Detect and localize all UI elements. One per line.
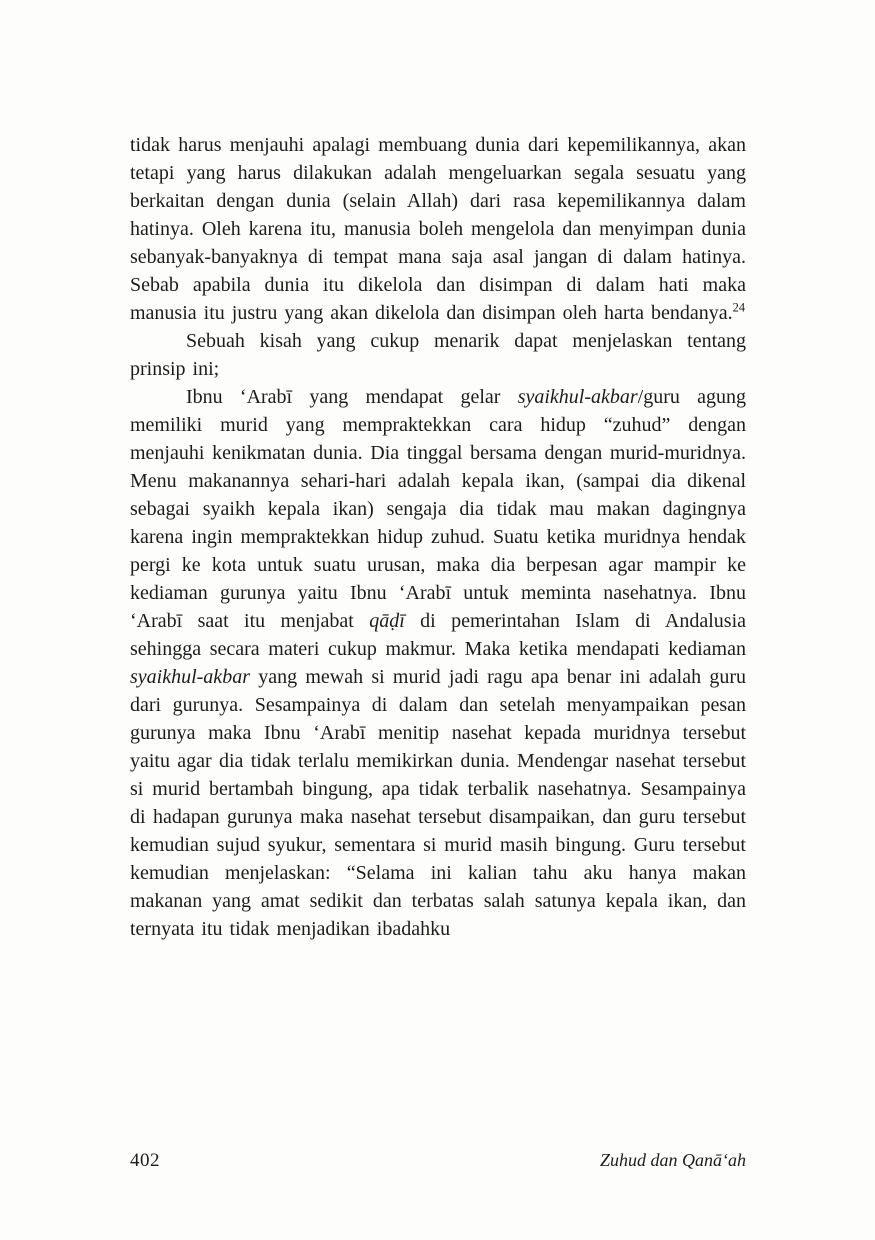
page-footer: [130, 1150, 746, 1172]
italic-term: syaikhul-akbar: [517, 386, 638, 408]
paragraph: [130, 327, 746, 383]
text-run: tidak harus menjauhi apalagi membuang dunia dari kepemilikannya, akan tetapi yang harus dilakukan adalah mengeluarkan segala sesuatu yang berkaitan dengan dunia (selain Allah) dari rasa kepemilikannya dalam hatinya. Oleh karena itu, manusia boleh mengelola dan menyimpan dunia sebanyak-banyaknya di tempat mana saja asal jangan di dalam hatinya. Sebab apabila dunia itu dikelola dan disimpan di dalam hati maka manusia itu justru yang akan dikelola dan disimpan oleh harta bendanya.: [130, 134, 746, 324]
paragraph: [130, 383, 746, 943]
running-title: Zuhud dan Qanā‘ah: [599, 1150, 746, 1170]
text-run: /guru agung memiliki murid yang mempraktekkan cara hidup “zuhud” dengan menjauhi kenikmatan dunia. Dia tinggal bersama dengan murid-muridnya. Menu makanannya sehari-hari adalah kepala ikan, (sampai dia dikenal sebagai syaikh kepala ikan) sengaja dia tidak mau makan dagingnya karena ingin mempraktekkan hidup zuhud. Suatu ketika muridnya hendak pergi ke kota untuk suatu urusan, maka dia berpesan agar mampir ke kediaman gurunya yaitu Ibnu ‘Arabī untuk meminta nasehatnya. Ibnu ‘Arabī saat itu menjabat: [130, 386, 747, 632]
page-number: 402: [130, 1150, 160, 1171]
text-run: di pemerintahan Islam di Andalusia sehingga secara materi cukup makmur. Maka ketika mendapati kediaman: [130, 610, 746, 660]
page-body: [130, 131, 746, 943]
footnote-reference: 24: [732, 300, 746, 315]
text-run: yang mewah si murid jadi ragu apa benar ini adalah guru dari gurunya. Sesampainya di dalam dan setelah menyampaikan pesan gurunya maka Ibnu ‘Arabī menitip nasehat kepada muridnya tersebut yaitu agar dia tidak terlalu memikirkan dunia. Mendengar nasehat tersebut si murid bertambah bingung, apa tidak terbalik nasehatnya. Sesampainya di hadapan gurunya maka nasehat tersebut disampaikan, dan guru tersebut kemudian sujud syukur, sementara si murid masih bingung. Guru tersebut kemudian menjelaskan: “Selama ini kalian tahu aku hanya makan makanan yang amat sedikit dan terbatas salah satunya kepala ikan, dan ternyata itu tidak menjadikan ibadahku: [130, 666, 746, 940]
text-run: Ibnu ‘Arabī yang mendapat gelar: [186, 386, 518, 408]
italic-term: syaikhul-akbar: [130, 666, 250, 688]
text-run: Sebuah kisah yang cukup menarik dapat menjelaskan tentang prinsip ini;: [130, 330, 746, 380]
paragraph: [130, 131, 746, 327]
italic-term: qāḍī: [369, 610, 405, 632]
